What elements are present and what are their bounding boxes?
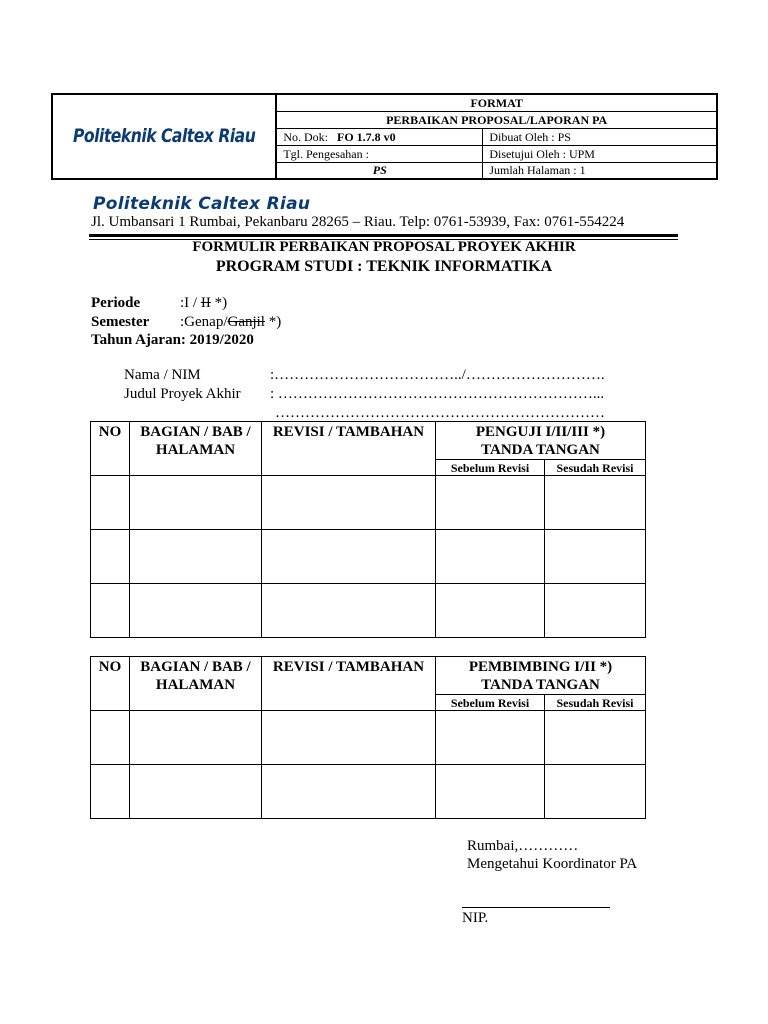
letterhead-logo: Politeknik Caltex Riau bbox=[93, 194, 311, 214]
col-before-revision: Sebelum Revisi bbox=[436, 695, 545, 711]
cell-revision[interactable] bbox=[262, 530, 436, 584]
name-nim-label: Nama / NIM bbox=[124, 367, 201, 383]
project-title-field[interactable]: : ………………………………………………………... bbox=[270, 386, 605, 402]
table-row bbox=[91, 530, 646, 584]
periode-value: :I / II *) bbox=[180, 295, 228, 311]
header-logo-cell bbox=[52, 94, 276, 179]
cell-before[interactable] bbox=[436, 476, 545, 530]
doc-number-cell bbox=[276, 128, 483, 145]
examiner-revision-table bbox=[90, 421, 646, 638]
cell-revision[interactable] bbox=[262, 711, 436, 765]
col-after-revision: Sesudah Revisi bbox=[545, 460, 646, 476]
table-row bbox=[91, 711, 646, 765]
cell-after[interactable] bbox=[545, 476, 646, 530]
col-advisor-signature: PEMBIMBING I/II *) TANDA TANGAN bbox=[436, 657, 646, 695]
academic-year: Tahun Ajaran: 2019/2020 bbox=[91, 332, 254, 348]
cell-revision[interactable] bbox=[262, 584, 436, 638]
periode-label: Periode bbox=[91, 295, 141, 311]
semester-value: :Genap/Ganjil *) bbox=[180, 314, 282, 330]
doc-number-value: FO 1.7.8 v0 bbox=[336, 129, 396, 144]
col-no: NO bbox=[91, 422, 130, 476]
cell-section[interactable] bbox=[130, 476, 262, 530]
signature-place-date: Rumbai,………… bbox=[467, 838, 579, 854]
cell-section[interactable] bbox=[130, 711, 262, 765]
table-row bbox=[91, 476, 646, 530]
form-name: PERBAIKAN PROPOSAL/LAPORAN PA bbox=[276, 111, 717, 128]
name-nim-field[interactable]: :………………………………../………………………. bbox=[270, 367, 605, 383]
cell-no[interactable] bbox=[91, 530, 130, 584]
cell-after[interactable] bbox=[545, 530, 646, 584]
page-count: Jumlah Halaman : 1 bbox=[483, 162, 717, 179]
col-section: BAGIAN / BAB / HALAMAN bbox=[130, 657, 262, 711]
cell-section[interactable] bbox=[130, 584, 262, 638]
cell-no[interactable] bbox=[91, 711, 130, 765]
project-title-field-cont[interactable]: ………………………………………………………… bbox=[275, 405, 605, 421]
semester-label: Semester bbox=[91, 314, 150, 330]
cell-section[interactable] bbox=[130, 530, 262, 584]
cell-before[interactable] bbox=[436, 584, 545, 638]
advisor-revision-table bbox=[90, 656, 646, 819]
project-title-label: Judul Proyek Akhir bbox=[124, 386, 241, 402]
approved-by: Disetujui Oleh : UPM bbox=[483, 145, 717, 162]
cell-section[interactable] bbox=[130, 765, 262, 819]
col-revision: REVISI / TAMBAHAN bbox=[262, 657, 436, 711]
signature-role: Mengetahui Koordinator PA bbox=[467, 856, 638, 872]
cell-after[interactable] bbox=[545, 711, 646, 765]
table-row bbox=[91, 765, 646, 819]
cell-before[interactable] bbox=[436, 765, 545, 819]
col-section: BAGIAN / BAB / HALAMAN bbox=[130, 422, 262, 476]
letterhead-rule-thick bbox=[89, 234, 678, 237]
col-before-revision: Sebelum Revisi bbox=[436, 460, 545, 476]
format-label: FORMAT bbox=[276, 94, 717, 111]
signature-nip: NIP. bbox=[462, 910, 489, 926]
col-after-revision: Sesudah Revisi bbox=[545, 695, 646, 711]
col-examiner-signature: PENGUJI I/II/III *) TANDA TANGAN bbox=[436, 422, 646, 460]
signature-line bbox=[462, 907, 610, 908]
cell-revision[interactable] bbox=[262, 476, 436, 530]
cell-after[interactable] bbox=[545, 765, 646, 819]
cell-before[interactable] bbox=[436, 711, 545, 765]
col-revision: REVISI / TAMBAHAN bbox=[262, 422, 436, 476]
approval-date-label: Tgl. Pengesahan : bbox=[276, 145, 483, 162]
ps-label: PS bbox=[276, 162, 483, 179]
document-header-table bbox=[51, 93, 718, 180]
doc-number-label: No. Dok: bbox=[283, 129, 328, 144]
letterhead-address: Jl. Umbansari 1 Rumbai, Pekanbaru 28265 – Riau. Telp: 0761-53939, Fax: 0761-554224 bbox=[91, 214, 625, 230]
cell-no[interactable] bbox=[91, 584, 130, 638]
table-row bbox=[91, 584, 646, 638]
form-title: FORMULIR PERBAIKAN PROPOSAL PROYEK AKHIR bbox=[192, 239, 576, 255]
cell-no[interactable] bbox=[91, 476, 130, 530]
institution-logo: Politeknik Caltex Riau bbox=[73, 124, 256, 147]
cell-revision[interactable] bbox=[262, 765, 436, 819]
col-no: NO bbox=[91, 657, 130, 711]
cell-after[interactable] bbox=[545, 584, 646, 638]
cell-no[interactable] bbox=[91, 765, 130, 819]
cell-before[interactable] bbox=[436, 530, 545, 584]
program-title: PROGRAM STUDI : TEKNIK INFORMATIKA bbox=[215, 258, 553, 275]
created-by: Dibuat Oleh : PS bbox=[483, 128, 717, 145]
